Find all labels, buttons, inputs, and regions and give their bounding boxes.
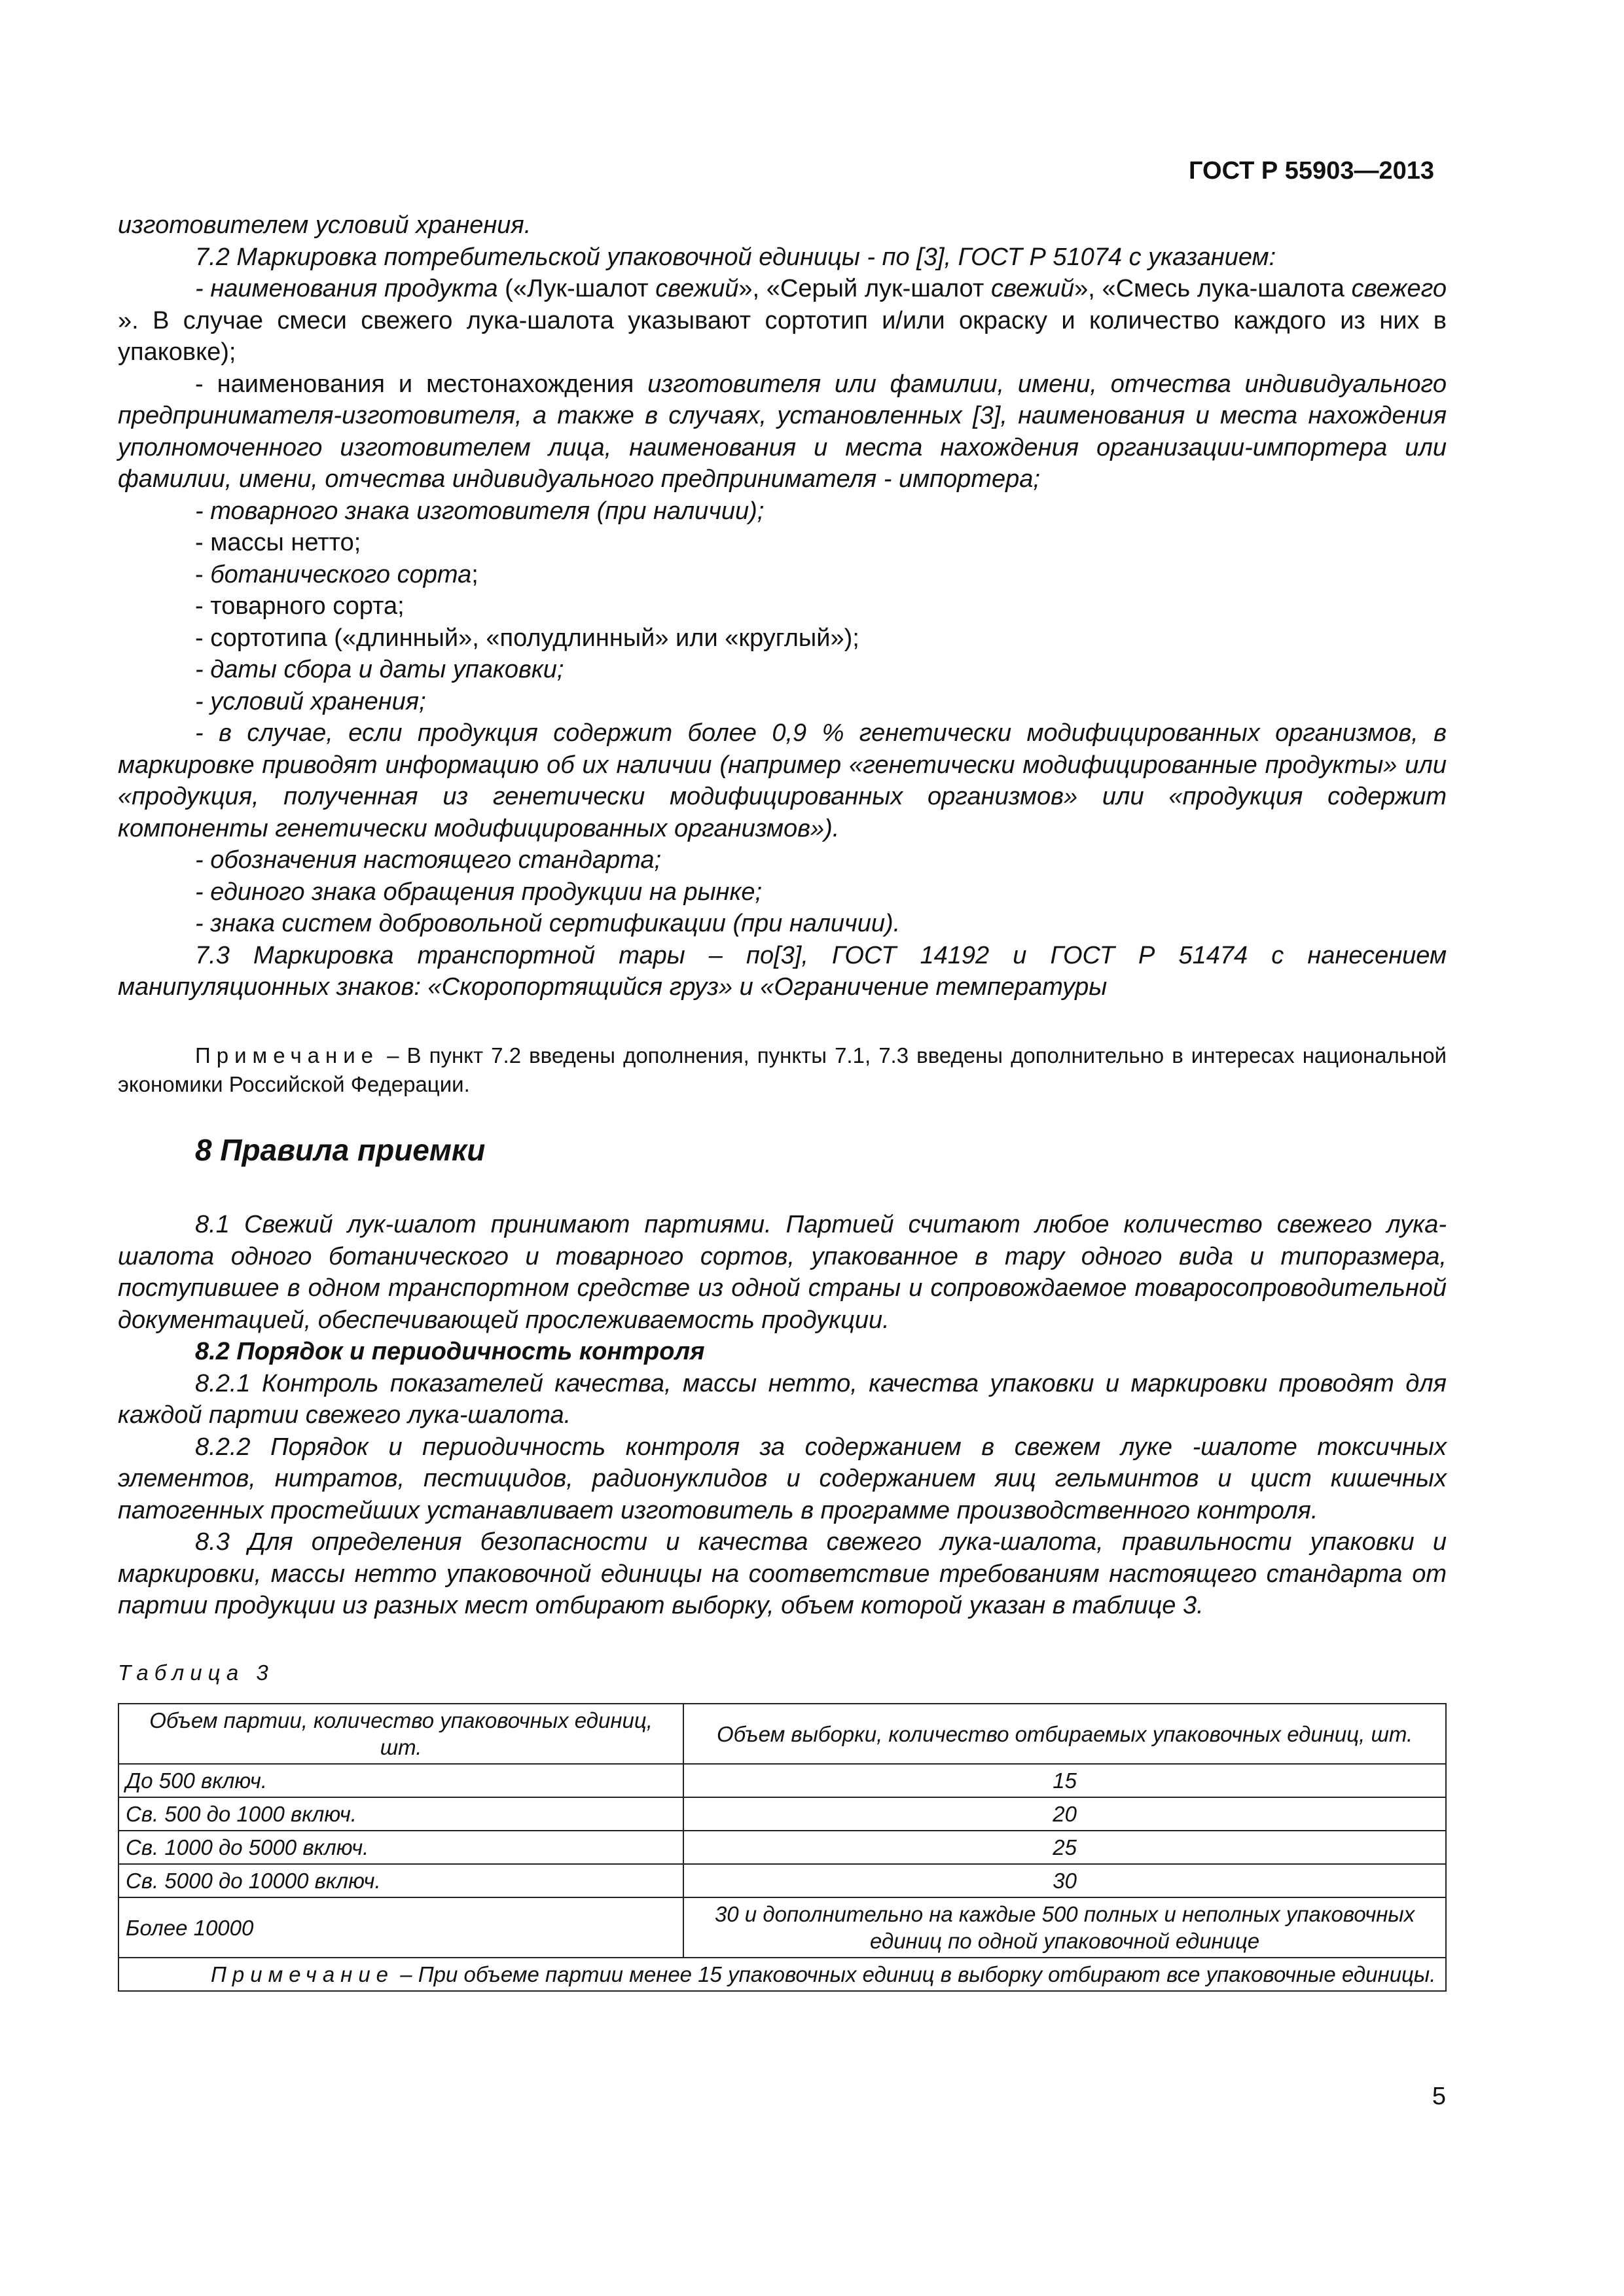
table-cell: До 500 включ. [118, 1764, 683, 1797]
table-cell: 30 [683, 1864, 1446, 1897]
table-note-cell [118, 1958, 1446, 1991]
text-run: продукта [384, 275, 498, 302]
list-item-net-mass: - массы нетто; [195, 529, 361, 556]
clause-7-3: 7.3 Маркировка транспортной тары – по[3], ГОСТ 14192 и ГОСТ Р 51474 с нанесением манипуляционных знаков: «Скоропортящийся груз» и «Ограничение температуры [118, 941, 1447, 1001]
clause-7-2-title: 7.2 Маркировка потребительской упаковочной единицы - по [3], ГОСТ Р 51074 с указанием: [195, 243, 1276, 271]
text-run: ; [471, 560, 478, 588]
list-item-trademark: - товарного знака изготовителя (при наличии); [195, 497, 765, 525]
table-header-row [118, 1704, 1446, 1764]
text-run: - [195, 560, 211, 588]
text-run: », «Смесь лука-шалота [1074, 275, 1352, 302]
text-run: ботанического сорта [210, 560, 472, 588]
list-item-commercial-grade: - товарного сорта; [195, 592, 405, 620]
note-paragraph [118, 1041, 1447, 1099]
text-run: », «Серый лук-шалот [738, 275, 991, 302]
text-run: - наименования [195, 275, 384, 302]
table-note-text: – При объеме партии менее 15 упаковочных единиц в выборку отбирают все упаковочные единицы. [394, 1962, 1436, 1986]
continued-paragraph: изготовителем условий хранения. [118, 211, 532, 239]
table-row [118, 1797, 1446, 1831]
table-cell: 25 [683, 1831, 1446, 1864]
table-row [118, 1897, 1446, 1958]
text-run: свежий [990, 275, 1075, 302]
list-item-dates: - даты сбора и даты упаковки; [195, 656, 564, 683]
list-item-market-sign: - единого знака обращения продукции на рынке; [195, 878, 763, 906]
section-8-heading: 8 Правила приемки [195, 1132, 486, 1167]
list-item-gmo: - в случае, если продукция содержит более 0,9 % генетически модифицированных организмов, в маркировке приводят информацию об их наличии (например «генетически модифицированные продукты» или «продукция, полученная из генетически модифицированных организмов» или «продукция содержит компоненты генетически модифицированных организмов»). [118, 719, 1447, 842]
clause-8-2-2: 8.2.2 Порядок и периодичность контроля за содержанием в свежем луке -шалоте токсичных элементов, нитратов, пестицидов, радионуклидов и содержанием яиц гельминтов и цист кишечных патогенных простейших устанавливает изготовитель в программе производственного контроля. [118, 1433, 1447, 1524]
list-item-product-name [118, 273, 1447, 368]
table-note-label: Примечание [211, 1962, 395, 1986]
clause-8-1: 8.1 Свежий лук-шалот принимают партиями. Партией считают любое количество свежего лука-шалота одного ботанического и товарного сортов, упакованное в тару одного вида и типоразмера, поступившее в одном транспортном средстве из одной страны и сопровождаемое товаросопроводительной документацией, обеспечивающей прослеживаемость продукции. [118, 1211, 1447, 1334]
table-cell: 15 [683, 1764, 1446, 1797]
document-body [118, 209, 1447, 1992]
table-cell: Св. 500 до 1000 включ. [118, 1797, 683, 1831]
list-item-botanical-variety [118, 559, 1447, 591]
list-item-storage: - условий хранения; [195, 687, 426, 715]
doc-code-header: ГОСТ Р 55903—2013 [1189, 157, 1434, 185]
table-row [118, 1864, 1446, 1897]
table-cell: Св. 1000 до 5000 включ. [118, 1831, 683, 1864]
list-item-certification: - знака систем добровольной сертификации (при наличии). [195, 910, 901, 937]
note-label: Примечание [195, 1043, 380, 1067]
table-note-row [118, 1958, 1446, 1991]
table-header-cell: Объем выборки, количество отбираемых упаковочных единиц, шт. [683, 1704, 1446, 1764]
text-run: - наименования и местонахождения [195, 370, 648, 398]
text-run: свежий [655, 275, 739, 302]
table-caption-text: Таблица 3 [118, 1660, 274, 1685]
clause-8-2: 8.2 Порядок и периодичность контроля [195, 1338, 705, 1365]
table-cell: 30 и дополнительно на каждые 500 полных и неполных упаковочных единиц по одной упаковочной единице [683, 1897, 1446, 1958]
list-item-sortotype: - сортотипа («длинный», «полудлинный» или «круглый»); [195, 624, 859, 652]
list-item-standard: - обозначения настоящего стандарта; [195, 846, 662, 874]
table-cell: 20 [683, 1797, 1446, 1831]
note-text: – В пункт 7.2 введены дополнения, пункты 7.1, 7.3 введены дополнительно в интересах национальной экономики Российской Федерации. [118, 1043, 1447, 1096]
clause-8-2-1: 8.2.1 Контроль показателей качества, массы нетто, качества упаковки и маркировки проводят для каждой партии свежего лука-шалота. [118, 1369, 1447, 1429]
table-caption [118, 1657, 1447, 1689]
page-number: 5 [1432, 2083, 1446, 2110]
clause-8-3: 8.3 Для определения безопасности и качества свежего лука-шалота, правильности упаковки и маркировки, массы нетто упаковочной единицы на соответствие требованиям настоящего стандарта от партии продукции из разных мест отбирают выборку, объем которой указан в таблице 3. [118, 1528, 1447, 1619]
table-cell: Св. 5000 до 10000 включ. [118, 1864, 683, 1897]
text-run: свежего [1351, 275, 1447, 302]
text-run: («Лук-шалот [497, 275, 656, 302]
table-row [118, 1764, 1446, 1797]
text-run: изготовителя или фамилии, имени, отчества индивидуального предпринимателя-изготовителя, а также в случаях, установленных [3], наименования и места нахождения уполномоченного изготовителем лица, наименования и места нахождения организации-импортера или фамилии, имени, отчества индивидуального предпринимателя - импортера; [118, 370, 1447, 493]
sample-size-table [118, 1703, 1447, 1992]
table-cell: Более 10000 [118, 1897, 683, 1958]
text-run: ». В случае смеси свежего лука-шалота указывают сортотип и/или окраску и количество каждого из них в упаковке); [118, 306, 1447, 366]
list-item-manufacturer [118, 368, 1447, 495]
table-row [118, 1831, 1446, 1864]
table-header-cell: Объем партии, количество упаковочных единиц, шт. [118, 1704, 683, 1764]
